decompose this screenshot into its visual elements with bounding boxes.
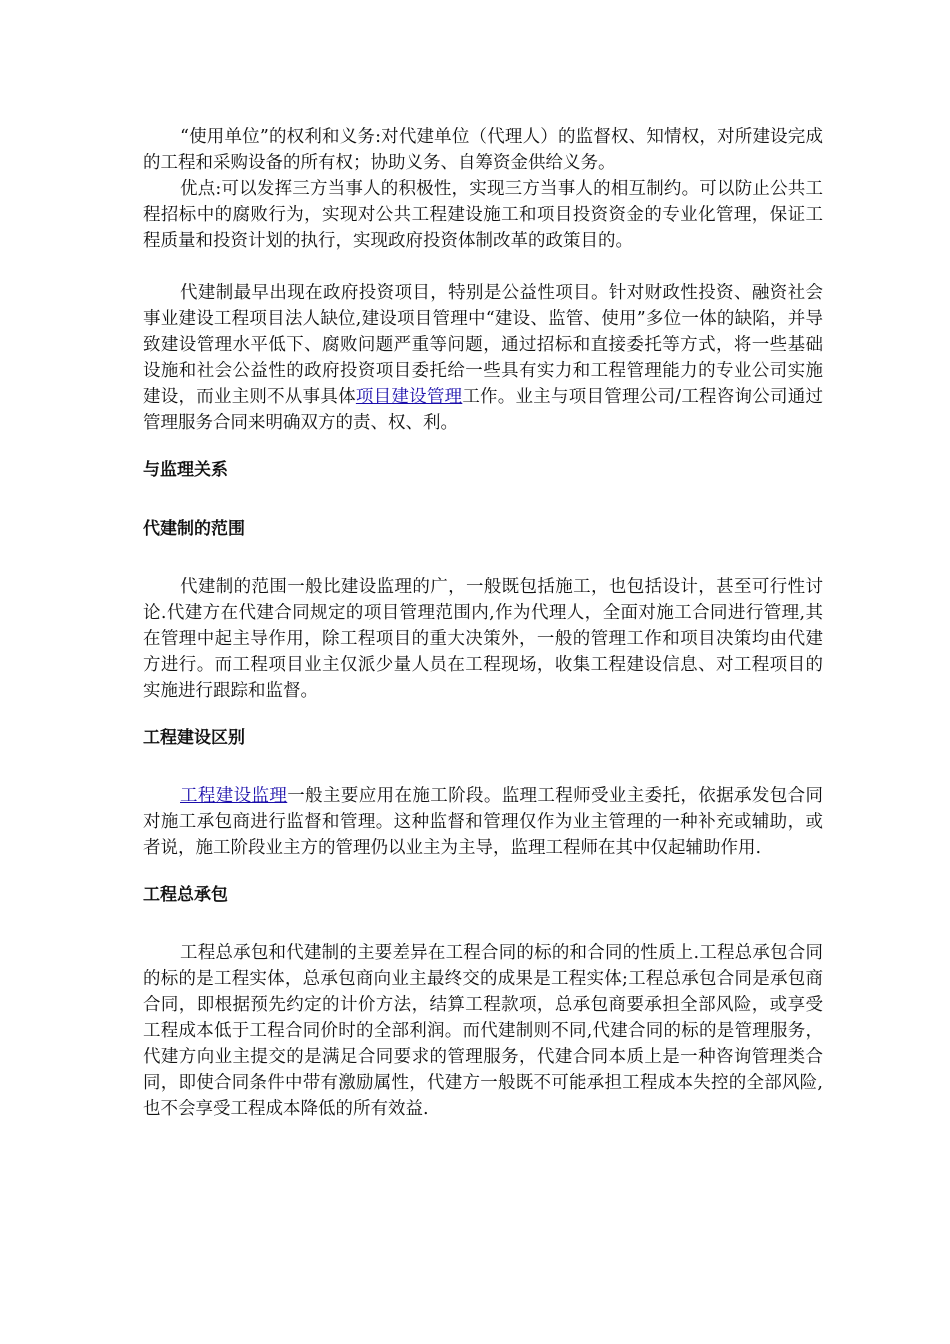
- paragraph-advantages: 优点:可以发挥三方当事人的积极性，实现三方当事人的相互制约。可以防止公共工程招标中的腐败行为，实现对公共工程建设施工和项目投资资金的专业化管理，保证工程质量和投资计划的执行，实现政府投资体制改革的政策目的。: [143, 179, 823, 251]
- paragraph-origin: [143, 280, 823, 436]
- spacer: [143, 751, 823, 783]
- paragraph-origin-text: 代建制最早出现在政府投资项目，特别是公益性项目。针对财政性投资、融资社会事业建设工程项目法人缺位,建设项目管理中“建设、监管、使用”多位一体的缺陷，并导致建设管理水平低下、腐败问题严重等问题，通过招标和直接委托等方式，将一些基础设施和社会公益性的政府投资项目委托给一些具有实力和工程管理能力的专业公司实施建设，而业主则不从事具体: [143, 283, 823, 407]
- paragraph-origin-text-end: 工作。业主与项目管理公司/工程咨询公司通过管理服务合同来明确双方的责、权、利。: [143, 387, 823, 433]
- paragraph-general-contracting: 工程总承包和代建制的主要差异在工程合同的标的和合同的性质上.工程总承包合同的标的是工程实体，总承包商向业主最终交的成果是工程实体;工程总承包合同是承包商合同，即根据预先约定的计价方法，结算工程款项，总承包商要承担全部风险，或享受工程成本低于工程合同价时的全部利润。而代建制则不同,代建合同的标的是管理服务，代建方向业主提交的是满足合同要求的管理服务，代建合同本质上是一种咨询管理类合同，即使合同条件中带有激励属性，代建方一般既不可能承担工程成本失控的全部风险,也不会享受工程成本降低的所有效益.: [143, 943, 823, 1119]
- document-page: [143, 124, 823, 1122]
- link-construction-supervision[interactable]: 工程建设监理: [180, 786, 288, 806]
- spacer: [143, 483, 823, 516]
- paragraph-supervision-text: 一般主要应用在施工阶段。监理工程师受业主委托，依据承发包合同对施工承包商进行监督和管理。这种监督和管理仅作为业主管理的一种补充或辅助，或者说，施工阶段业主方的管理仍以业主为主导，监理工程师在其中仅起辅助作用.: [143, 786, 824, 858]
- spacer: [143, 861, 823, 882]
- spacer: [143, 542, 823, 574]
- paragraph-scope: 代建制的范围一般比建设监理的广，一般既包括施工，也包括设计，甚至可行性讨论.代建方在代建合同规定的项目管理范围内,作为代理人，全面对施工合同进行管理,其在管理中起主导作用，除工程项目的重大决策外，一般的管理工作和项目决策均由代建方进行。而工程项目业主仅派少量人员在工程现场，收集工程建设信息、对工程项目的实施进行跟踪和监督。: [143, 577, 823, 701]
- paragraph-user-rights: “使用单位”的权利和义务:对代建单位（代理人）的监督权、知情权，对所建设完成的工程和采购设备的所有权；协助义务、自筹资金供给义务。: [143, 127, 823, 173]
- heading-relation-with-supervision: 与监理关系: [143, 460, 228, 480]
- heading-construction-difference: 工程建设区别: [143, 728, 245, 748]
- spacer: [143, 908, 823, 940]
- heading-general-contracting: 工程总承包: [143, 885, 228, 905]
- paragraph-supervision: [143, 783, 823, 861]
- spacer: [143, 704, 823, 725]
- spacer: [143, 436, 823, 457]
- heading-scope: 代建制的范围: [143, 519, 245, 539]
- spacer: [143, 254, 823, 280]
- link-project-construction-management[interactable]: 项目建设管理: [355, 387, 463, 407]
